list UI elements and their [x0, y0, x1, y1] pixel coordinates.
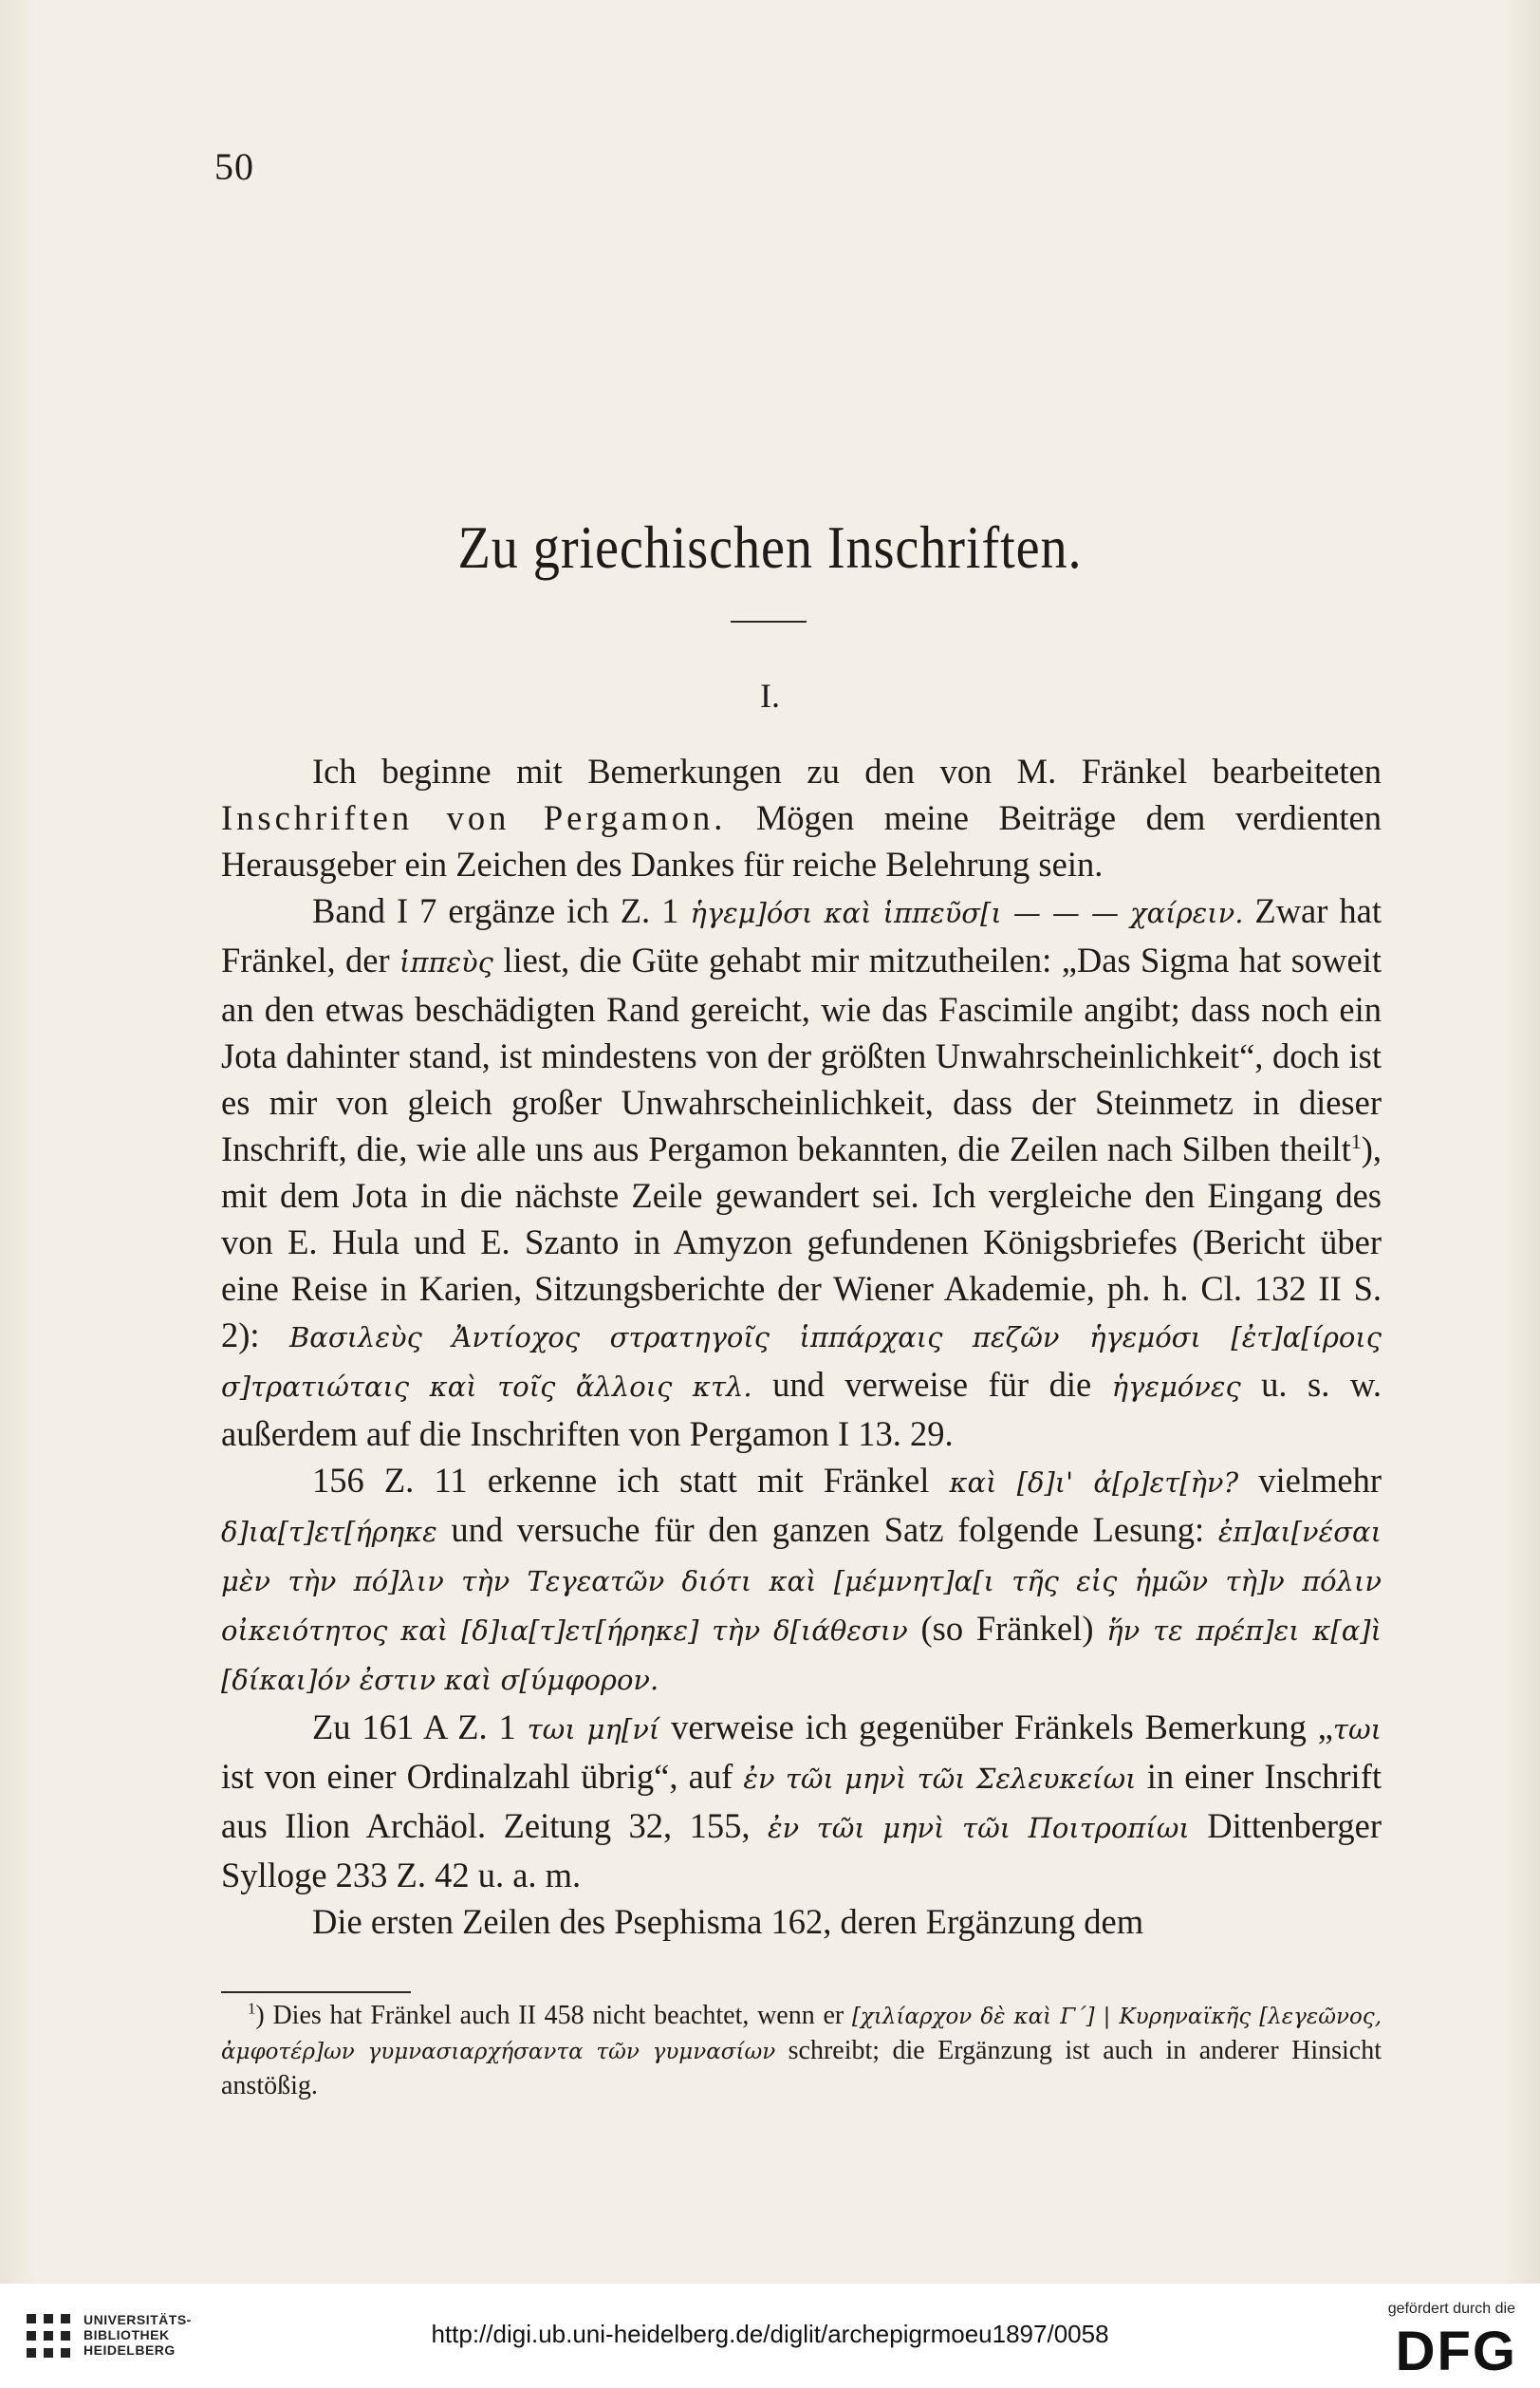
greek-quote: ἡγεμ]όσι καὶ ἱππεῦσ[ι — — — χαίρειν.	[690, 897, 1244, 929]
sponsor-caption: gefördert durch die	[1387, 2301, 1515, 2317]
paragraph-4	[221, 1704, 1382, 1898]
article-body	[221, 748, 1382, 1945]
greek-quote: Βασιλεὺς Ἀντίοχος στρατηγοῖς ἱππάρχαις πεζῶν ἡγεμόσι [ἐτ]α[ίροις σ]τρατιώταις καὶ τοῖς ἄλλοις κτλ.	[221, 1321, 1382, 1403]
text-span: ist von einer Ordinalzahl übrig“, auf	[221, 1757, 744, 1796]
title-divider	[731, 621, 807, 623]
greek-quote: δ]ια[τ]ετ[ήρηκε	[221, 1516, 437, 1548]
greek-quote: καὶ [δ]ι' ἀ[ρ]ετ[ὴν?	[949, 1466, 1239, 1499]
page-number: 50	[214, 145, 254, 188]
footnote-text	[221, 1999, 1382, 2103]
text-span: vielmehr	[1238, 1461, 1382, 1500]
text-span: Ich beginne mit Bemerkungen zu den von M. Fränkel bearbeiteten	[312, 752, 1382, 791]
text-span-spaced: Inschriften von Pergamon.	[221, 798, 727, 837]
greek-quote: τωι μη[νί	[527, 1713, 660, 1745]
greek-quote: ἐν τῶι μηνὶ τῶι Σελευκείωι	[743, 1763, 1137, 1795]
library-name-line: HEIDELBERG	[83, 2342, 176, 2358]
library-name-line: UNIVERSITÄTS-	[83, 2312, 192, 2327]
greek-quote: ἱππεὺς	[399, 946, 493, 979]
text-span: u. s. w. außerdem auf die Inschriften von Pergamon I 13. 29.	[221, 1365, 1382, 1453]
text-span: verweise ich gegenüber Fränkels Bemerkung „	[659, 1707, 1333, 1746]
text-span: und verweise für die	[751, 1365, 1112, 1404]
paragraph-3	[221, 1457, 1382, 1704]
text-span: (so Fränkel)	[907, 1609, 1107, 1648]
paragraph-5	[221, 1898, 1382, 1945]
text-span: Dittenberger Sylloge 233 Z. 42 u. a. m.	[221, 1806, 1382, 1894]
library-name-line: BIBLIOTHEK	[83, 2327, 170, 2342]
greek-quote: ἡγεμόνες	[1111, 1371, 1241, 1403]
footnote-marker: 1	[248, 1999, 256, 2018]
text-span: Die ersten Zeilen des Psephisma 162, deren Ergänzung dem	[312, 1902, 1144, 1941]
article-title: Zu griechischen Inschriften.	[457, 513, 1083, 581]
text-span: und versuche für den ganzen Satz folgende Lesung:	[436, 1510, 1218, 1549]
viewer-footer	[0, 2284, 1540, 2388]
section-numeral: I.	[760, 677, 780, 715]
text-span: ), mit dem Jota in die nächste Zeile gewandert sei. Ich vergleiche den Eingang des von E. Hula und E. Szanto in Amyzon gefundenen Königsbriefes (Bericht über eine Reise in Karien, Sitzungsberichte der Wiener Akademie, ph. h. Cl. 132 II S. 2):	[221, 1129, 1382, 1354]
text-span: schreibt; die Ergänzung ist auch in anderer Hinsicht anstößig.	[221, 2036, 1382, 2100]
text-span: liest, die Güte gehabt mir mitzutheilen: „Das Sigma hat soweit an den etwas beschädigten Rand gereicht, wie das Fascimile angibt; dass noch ein Jota dahinter stand, ist mindestens von der größten Unwahrscheinlichkeit“, doch ist es mir von gleich großer Unwahrscheinlichkeit, dass der Steinmetz in dieser Inschrift, die, wie alle uns aus Pergamon bekannten, die Zeilen nach Silben theilt	[221, 941, 1382, 1168]
text-span: in einer Inschrift aus Ilion Archäol. Zeitung 32, 155,	[221, 1757, 1382, 1845]
greek-quote: ἐπ]αι[νέσαι μὲν τὴν πό]λιν τὴν Τεγεατῶν διότι καὶ [μέμνητ]α[ι τῆς εἰς ἡμῶν τὴ]ν πόλιν οἰκειότητος καὶ [δ]ια[τ]ετ[ήρηκε] τὴν δ[ιάθεσιν	[221, 1516, 1382, 1647]
text-span: Zwar hat Fränkel, der	[221, 891, 1382, 979]
dfg-logo: DFG	[1395, 2321, 1517, 2382]
permalink-url[interactable]: http://digi.ub.uni-heidelberg.de/diglit/archepigrmoeu1897/0058	[431, 2320, 1109, 2348]
greek-quote: τωι	[1332, 1713, 1382, 1745]
greek-quote: [χιλίαρχον δὲ καὶ Γ΄] | Κυρηναϊκῆς [λεγεῶνος, ἀμφοτέρ]ων γυμνασιαρχήσαντα τῶν γυμνασίων	[221, 2005, 1382, 2064]
footnote-divider	[221, 1991, 411, 1993]
footnote-reference: 1	[1350, 1129, 1362, 1153]
text-span: ) Dies hat Fränkel auch II 458 nicht beachtet, wenn er	[255, 2001, 852, 2030]
text-span: Band I 7 ergänze ich Z. 1	[312, 891, 691, 930]
paragraph-2	[221, 887, 1382, 1457]
greek-quote: ἥν τε πρέπ]ει κ[α]ὶ [δίκαι]όν ἐστιν καὶ σ[ύμφορον.	[221, 1614, 1382, 1696]
text-span: Mögen meine Beiträge dem verdienten Herausgeber ein Zeichen des Dankes für reiche Belehrung sein.	[221, 798, 1382, 884]
greek-quote: ἐν τῶι μηνὶ τῶι Ποιτροπίωι	[767, 1812, 1190, 1844]
text-span: 156 Z. 11 erkenne ich statt mit Fränkel	[312, 1461, 950, 1500]
text-span: Zu 161 A Z. 1	[312, 1707, 528, 1746]
paragraph-1	[221, 748, 1382, 887]
footnote	[221, 1999, 1382, 2103]
